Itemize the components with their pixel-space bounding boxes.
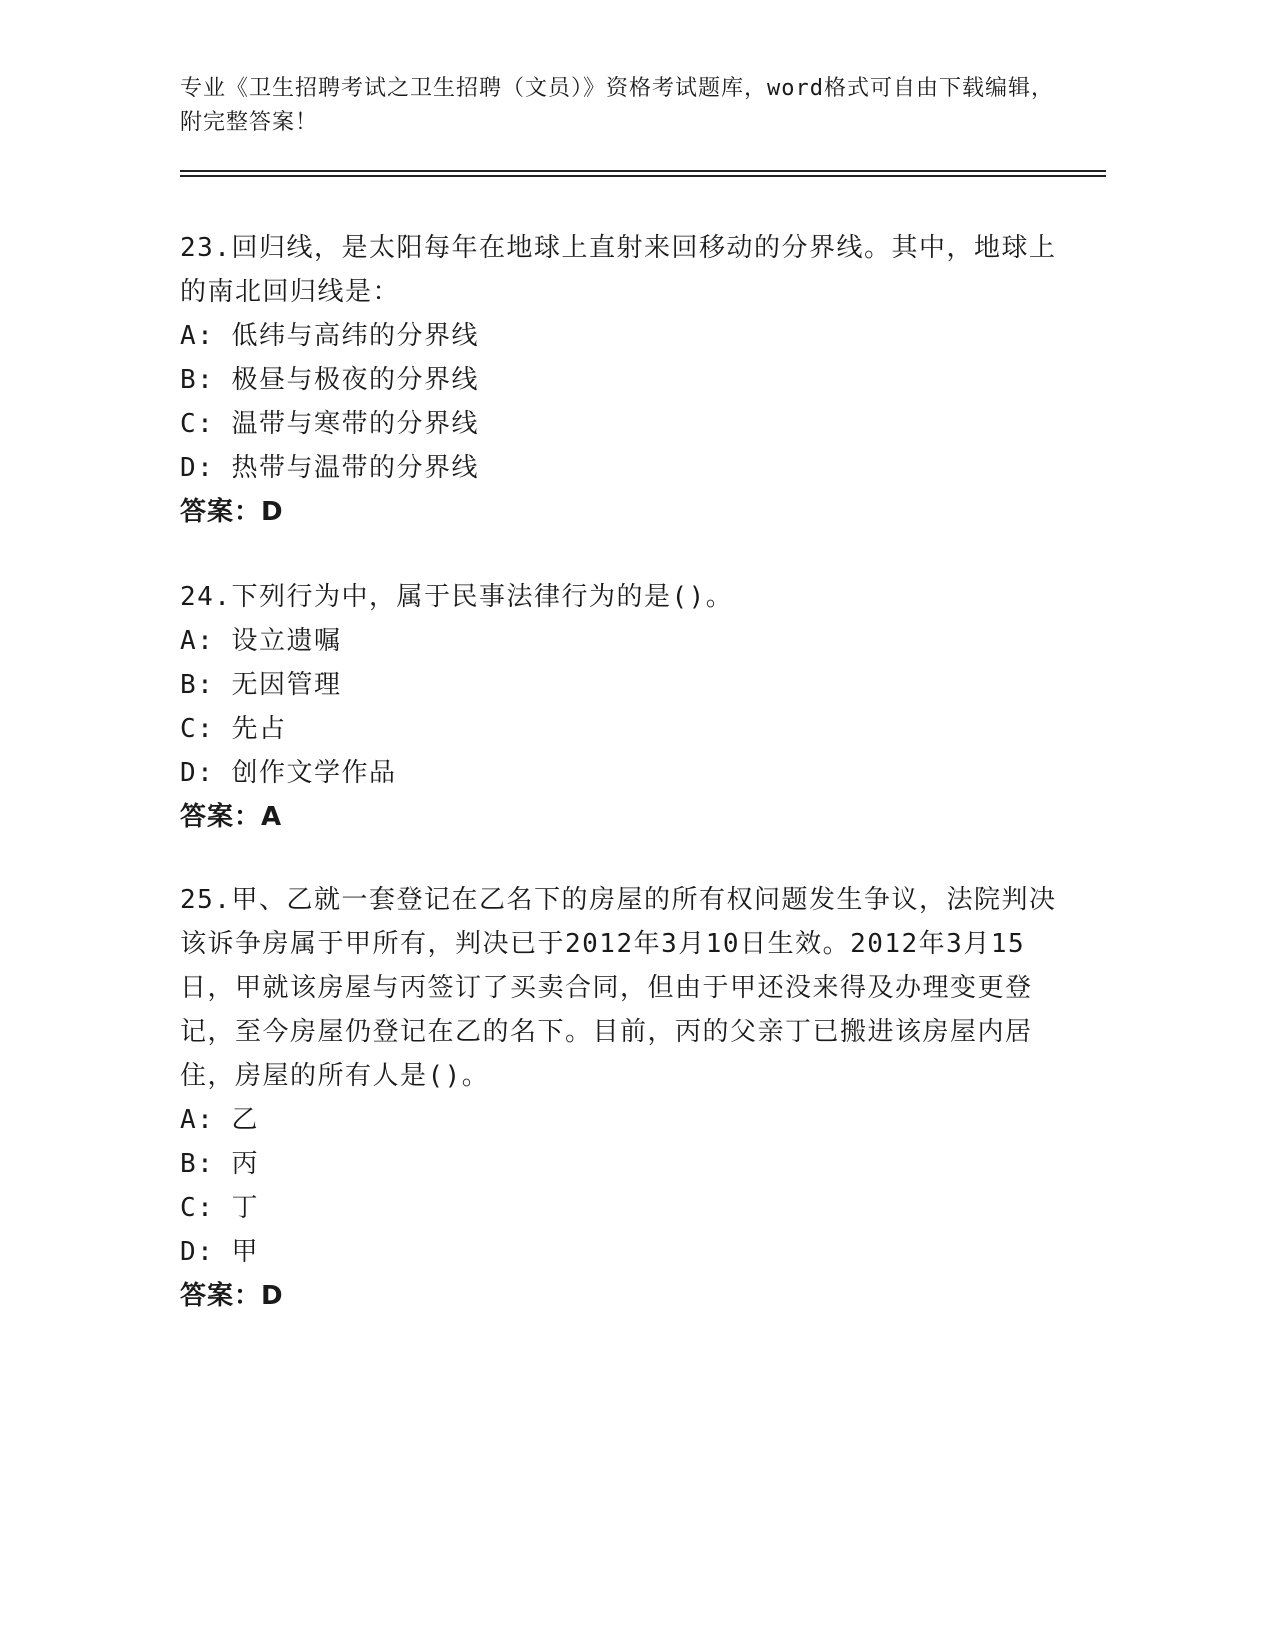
option-b: B: 无因管理 <box>180 670 342 700</box>
question-stem: 24.下列行为中，属于民事法律行为的是()。 <box>180 582 734 612</box>
option-a: A: 乙 <box>180 1105 259 1135</box>
option-d: D: 热带与温带的分界线 <box>180 453 479 483</box>
option-b: B: 极昼与极夜的分界线 <box>180 365 479 395</box>
option-d: D: 创作文学作品 <box>180 758 397 788</box>
document-header <box>180 72 1060 140</box>
question-23 <box>180 226 1060 534</box>
option-c: C: 温带与寒带的分界线 <box>180 409 479 439</box>
header-divider-bottom <box>180 175 1106 177</box>
option-b: B: 丙 <box>180 1149 259 1179</box>
answer-line: 答案：A <box>180 802 283 832</box>
option-a: A: 设立遗嘱 <box>180 626 342 656</box>
option-c: C: 先占 <box>180 714 287 744</box>
header-divider-top <box>180 170 1106 172</box>
answer-line: 答案：D <box>180 497 284 527</box>
question-stem: 23.回归线，是太阳每年在地球上直射来回移动的分界线。其中，地球上的南北回归线是： <box>180 233 1057 307</box>
option-d: D: 甲 <box>180 1237 259 1267</box>
header-text: 专业《卫生招聘考试之卫生招聘（文员）》资格考试题库，word格式可自由下载编辑，附完整答案！ <box>180 76 1054 135</box>
question-24 <box>180 575 1060 839</box>
option-c: C: 丁 <box>180 1193 259 1223</box>
option-a: A: 低纬与高纬的分界线 <box>180 321 479 351</box>
answer-line: 答案：D <box>180 1281 284 1311</box>
question-25 <box>180 878 1060 1318</box>
question-stem: 25.甲、乙就一套登记在乙名下的房屋的所有权问题发生争议，法院判决该诉争房属于甲所有，判决已于2012年3月10日生效。2012年3月15日，甲就该房屋与丙签订了买卖合同，但由于甲还没来得及办理变更登记，至今房屋仍登记在乙的名下。目前，丙的父亲丁已搬进该房屋内居住，房屋的所有人是()。 <box>180 885 1057 1091</box>
